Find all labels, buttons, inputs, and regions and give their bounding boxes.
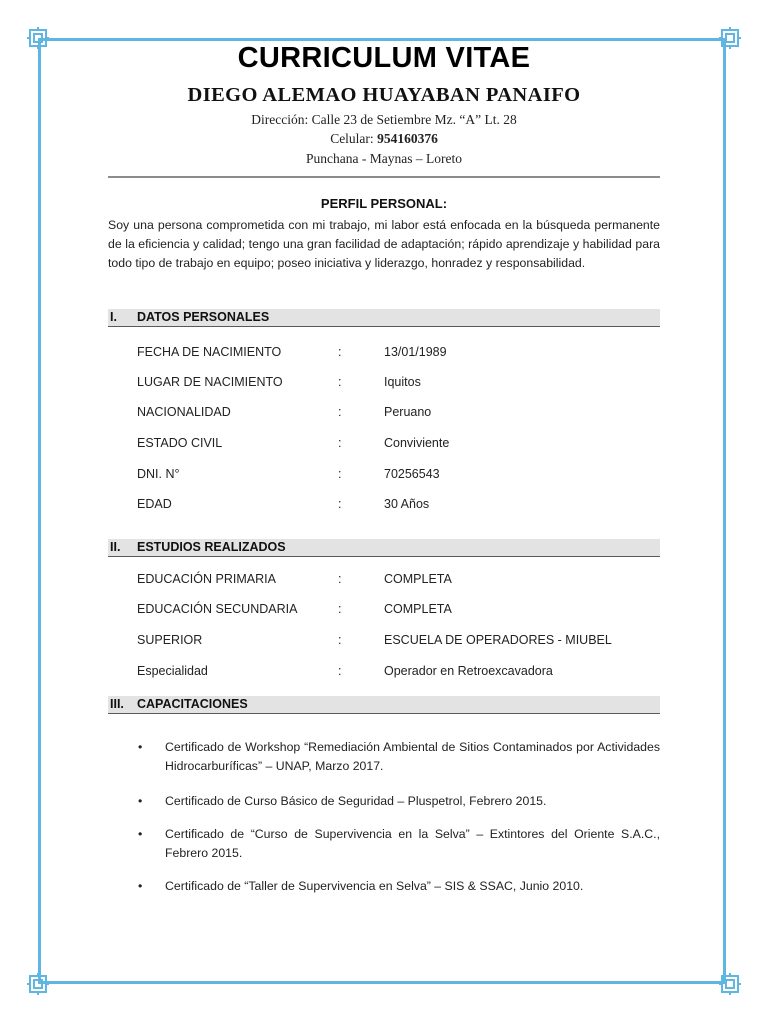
- bullet-icon: •: [138, 827, 143, 841]
- field-separator: :: [338, 345, 342, 359]
- phone-value: 954160376: [377, 131, 438, 146]
- field-label: EDUCACIÓN SECUNDARIA: [137, 602, 298, 616]
- education-row: [0, 602, 768, 620]
- field-value: ESCUELA DE OPERADORES - MIUBEL: [384, 633, 612, 647]
- section-label: DATOS PERSONALES: [137, 310, 270, 324]
- field-separator: :: [338, 497, 342, 511]
- field-separator: :: [338, 664, 342, 678]
- location-line: Punchana - Maynas – Loreto: [306, 151, 462, 166]
- training-text: Certificado de Workshop “Remediación Ambiental de Sitios Contaminados por Actividades Hidrocarburíficas” – UNAP, Marzo 2017.: [165, 740, 660, 773]
- personal-data-row: [0, 375, 768, 393]
- field-label: SUPERIOR: [137, 633, 203, 647]
- field-label: EDUCACIÓN PRIMARIA: [137, 572, 276, 586]
- field-label: NACIONALIDAD: [137, 405, 231, 419]
- field-value: Peruano: [384, 405, 432, 419]
- section-number: II.: [110, 540, 121, 554]
- header-divider: [108, 176, 660, 178]
- field-separator: :: [338, 602, 342, 616]
- bullet-icon: •: [138, 794, 143, 808]
- bullet-icon: •: [138, 879, 143, 893]
- field-label: EDAD: [137, 497, 172, 511]
- section-label: ESTUDIOS REALIZADOS: [137, 540, 286, 554]
- field-value: Conviviente: [384, 436, 450, 450]
- field-value: COMPLETA: [384, 572, 452, 586]
- field-separator: :: [338, 633, 342, 647]
- section-number: III.: [110, 697, 124, 711]
- field-label: FECHA DE NACIMIENTO: [137, 345, 282, 359]
- field-value: Iquitos: [384, 375, 421, 389]
- address-line: Dirección: Calle 23 de Setiembre Mz. “A” Lt. 28: [251, 112, 517, 127]
- personal-data-row: [0, 436, 768, 454]
- personal-data-row: [0, 497, 768, 515]
- phone-line: [0, 131, 768, 147]
- education-row: [0, 572, 768, 590]
- section-estudios: [108, 539, 660, 557]
- field-label: DNI. N°: [137, 467, 180, 481]
- education-row: [0, 633, 768, 651]
- training-text: Certificado de “Curso de Supervivencia en la Selva” – Extintores del Oriente S.A.C., Febrero 2015.: [165, 827, 660, 860]
- field-value: 70256543: [384, 467, 440, 481]
- field-separator: :: [338, 375, 342, 389]
- perfil-text: Soy una persona comprometida con mi trabajo, mi labor está enfocada en la búsqueda permanente de la eficiencia y calidad; tengo una gran facilidad de adaptación; rápido aprendizaje y habilidad para todo tipo de trabajo en equipo; poseo iniciativa y liderazgo, honradez y responsabilidad.: [108, 218, 660, 270]
- corner-ornament-icon: [719, 973, 741, 995]
- candidate-name: DIEGO ALEMAO HUAYABAN PANAIFO: [187, 84, 581, 106]
- education-row: [0, 664, 768, 682]
- field-value: COMPLETA: [384, 602, 452, 616]
- field-label: LUGAR DE NACIMIENTO: [137, 375, 283, 389]
- section-capacitaciones: [108, 696, 660, 714]
- field-value: Operador en Retroexcavadora: [384, 664, 553, 678]
- training-text: Certificado de “Taller de Supervivencia en Selva” – SIS & SSAC, Junio 2010.: [165, 879, 584, 893]
- section-label: CAPACITACIONES: [137, 697, 248, 711]
- field-separator: :: [338, 467, 342, 481]
- field-separator: :: [338, 572, 342, 586]
- document-title: CURRICULUM VITAE: [237, 42, 531, 74]
- bullet-icon: •: [138, 740, 143, 754]
- corner-ornament-icon: [27, 973, 49, 995]
- training-text: Certificado de Curso Básico de Seguridad – Pluspetrol, Febrero 2015.: [165, 794, 547, 808]
- personal-data-row: [0, 345, 768, 363]
- field-separator: :: [338, 436, 342, 450]
- personal-data-row: [0, 405, 768, 423]
- phone-label: Celular:: [330, 131, 374, 146]
- field-value: 30 Años: [384, 497, 430, 511]
- field-label: ESTADO CIVIL: [137, 436, 223, 450]
- field-separator: :: [338, 405, 342, 419]
- perfil-title: PERFIL PERSONAL:: [320, 196, 448, 211]
- field-value: 13/01/1989: [384, 345, 447, 359]
- section-datos-personales: [108, 309, 660, 327]
- personal-data-row: [0, 467, 768, 485]
- field-label: Especialidad: [137, 664, 208, 678]
- section-number: I.: [110, 310, 117, 324]
